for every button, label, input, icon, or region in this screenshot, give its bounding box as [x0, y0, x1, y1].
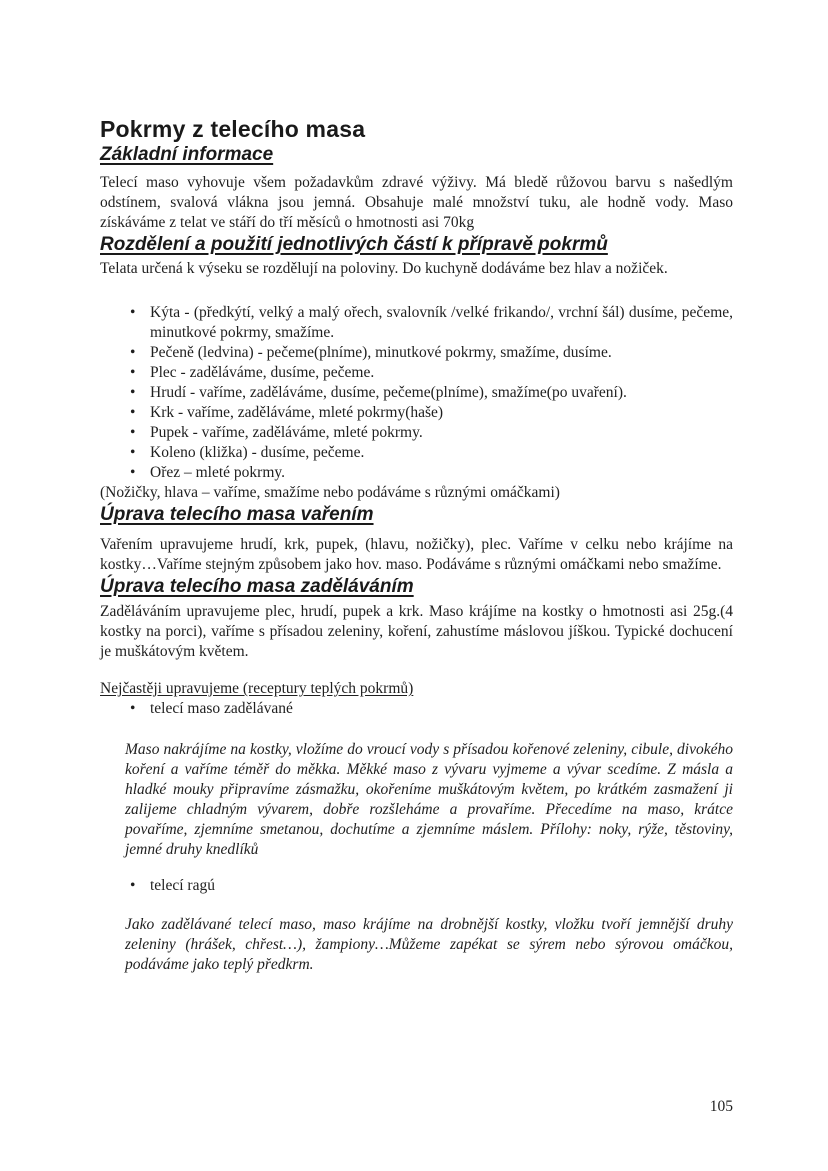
meat-cuts-list: [100, 303, 733, 483]
recipes-subheading: [100, 679, 733, 699]
recipe-name-ragu: • telecí ragú: [150, 876, 733, 896]
section-uprava-zadelavanim: [100, 575, 733, 975]
list-item: • Pupek - vaříme, zaděláváme, mleté pokrmy.: [150, 423, 733, 443]
section-zakladni-informace: [100, 143, 733, 233]
parenthetical-note: (Nožičky, hlava – vaříme, smažíme nebo podáváme s různými omáčkami): [100, 484, 560, 501]
section-heading-zakladni-informace: Základní informace: [100, 144, 274, 165]
list-item: • Ořez – mleté pokrmy.: [150, 463, 733, 483]
recipe-list: [100, 699, 733, 719]
recipe-description-ragu: Jako zadělávané telecí maso, maso krájíme na drobnější kostky, vložku tvoří jemnější druhy zeleniny (hrášek, chřest…), žampiony…Můžeme zapékat se sýrem nebo sýrovou omáčkou, podáváme jako teplý předkrm.: [125, 916, 733, 973]
section-heading-vareni: Úprava telecího masa vařením: [100, 504, 374, 525]
list-item: • Pečeně (ledvina) - pečeme(plníme), minutkové pokrmy, smažíme, dusíme.: [150, 343, 733, 363]
section-body-zadelavani: Zaděláváním upravujeme plec, hrudí, pupek a krk. Maso krájíme na kostky o hmotnosti asi 25g.(4 kostky na porci), vaříme s přísadou zeleniny, koření, zahustíme máslovou jíškou. Typické dochucení je muškátovým květem.: [100, 603, 733, 660]
section-heading-rozdeleni: Rozdělení a použití jednotlivých částí k přípravě pokrmů: [100, 234, 608, 255]
section-body-zakladni-informace: Telecí maso vyhovuje všem požadavkům zdravé výživy. Má bledě růžovou barvu s našedlým odstínem, svalová vlákna jsou jemná. Obsahuje malé množství tuku, ale hodně vody. Maso získáváme z telat ve stáří do tří měsíců o hmotnosti asi 70kg: [100, 174, 733, 231]
section-rozdeleni-a-pouziti: [100, 233, 733, 503]
section-heading-zadelavani: Úprava telecího masa zaděláváním: [100, 576, 414, 597]
list-item: • Koleno (kližka) - dusíme, pečeme.: [150, 443, 733, 463]
page-content: [100, 0, 733, 975]
list-item: • Plec - zaděláváme, dusíme, pečeme.: [150, 363, 733, 383]
recipe-list: [100, 876, 733, 896]
list-item: • Kýta - (předkýtí, velký a malý ořech, svalovník /velké frikando/, vrchní šál) dusíme, pečeme, minutkové pokrmy, smažíme.: [150, 303, 733, 343]
page-title: Pokrmy z telecího masa: [100, 116, 366, 142]
list-item: • Krk - vaříme, zaděláváme, mleté pokrmy(haše): [150, 403, 733, 423]
section-body-vareni: Vařením upravujeme hrudí, krk, pupek, (hlavu, nožičky), plec. Vaříme v celku nebo krájíme na kostky…Vaříme stejným způsobem jako hov. maso. Podáváme s různými omáčkami nebo smažíme.: [100, 536, 733, 573]
recipes-subheading-text: Nejčastěji upravujeme (receptury teplých pokrmů): [100, 680, 414, 697]
section-uprava-varenim: [100, 503, 733, 575]
recipe-name-zadelavane: • telecí maso zadělávané: [150, 699, 733, 719]
list-item: • Hrudí - vaříme, zaděláváme, dusíme, pečeme(plníme), smažíme(po uvaření).: [150, 383, 733, 403]
page-number: 105: [709, 1098, 733, 1115]
section-body-rozdeleni: Telata určená k výseku se rozdělují na poloviny. Do kuchyně dodáváme bez hlav a nožiček.: [100, 260, 668, 277]
recipe-description-zadelavane: Maso nakrájíme na kostky, vložíme do vroucí vody s přísadou kořenové zeleniny, cibule, divokého koření a vaříme téměř do měkka. Měkké maso z vývaru vyjmeme a vývar scedíme. Z másla a hladké mouky připravíme zásmažku, okořeníme muškátovým květem, po krátkém zasmažení ji zalijeme chladným vývarem, dobře rozšleháme a provaříme. Přecedíme na maso, krátce povaříme, zjemníme smetanou, dochutíme a zjemníme máslem. Přílohy: noky, rýže, těstoviny, jemné druhy knedlíků: [125, 741, 733, 858]
